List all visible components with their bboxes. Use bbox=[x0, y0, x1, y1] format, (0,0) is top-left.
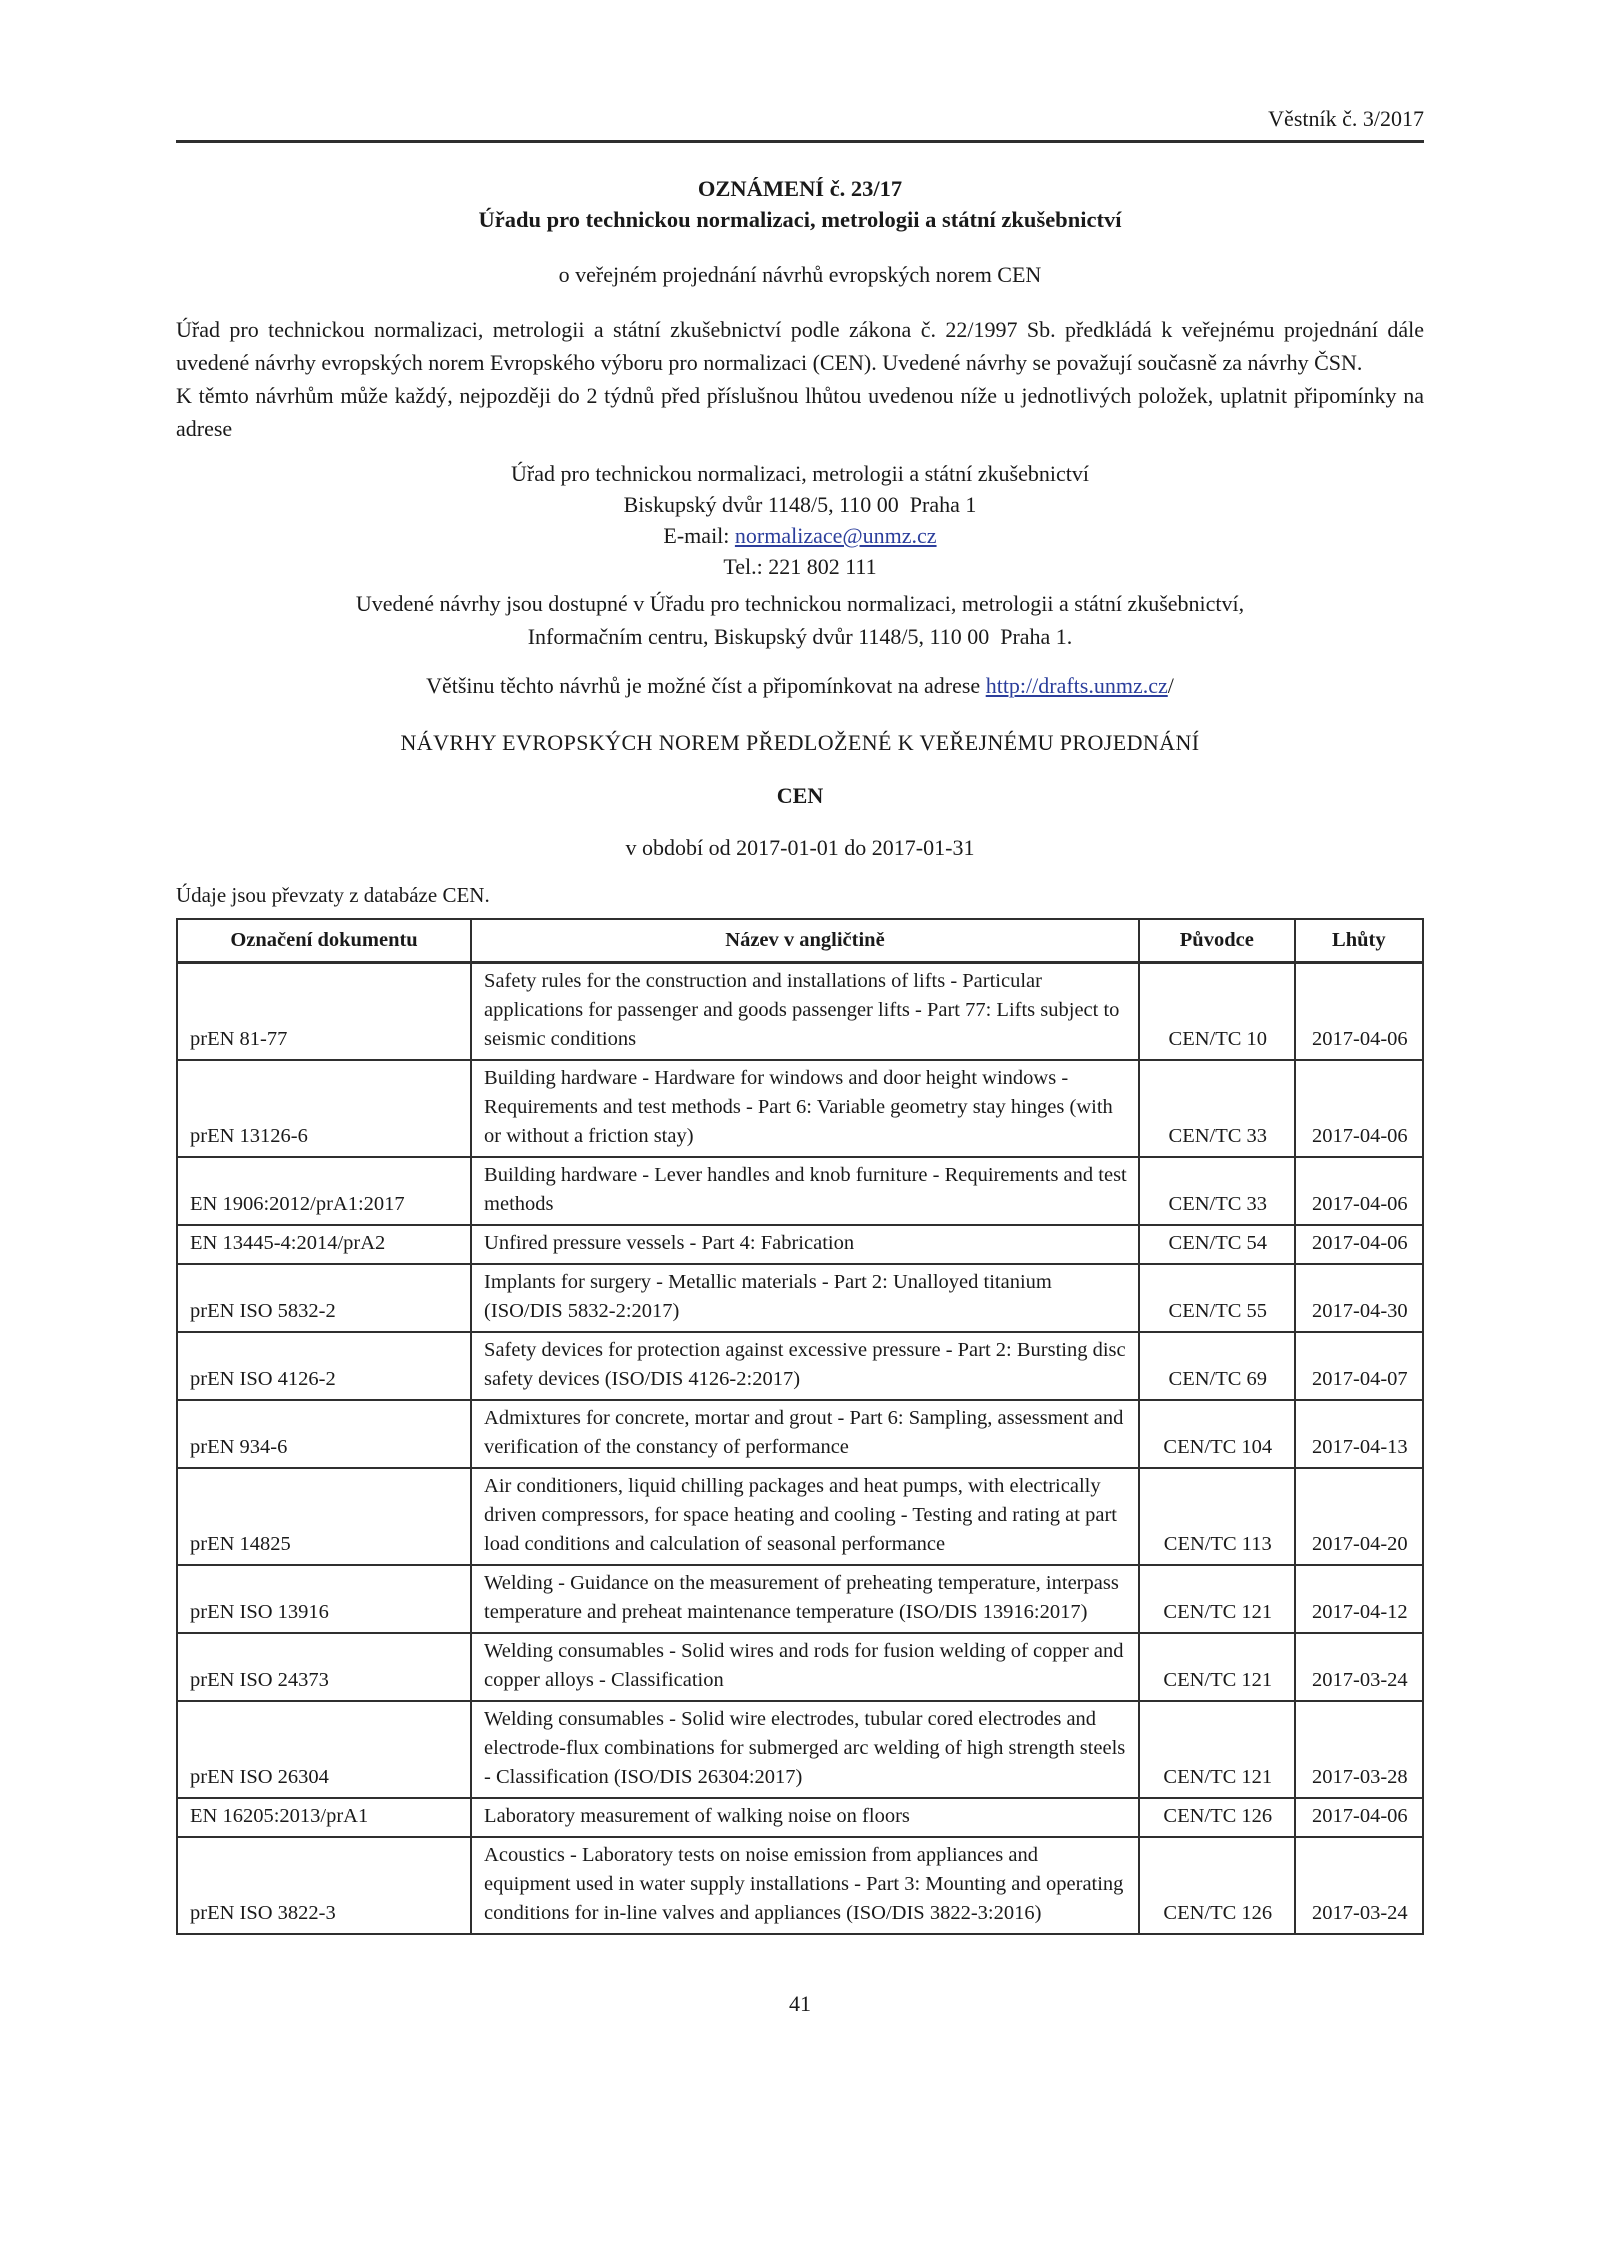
table-row bbox=[177, 1400, 1423, 1468]
notice-title bbox=[176, 173, 1424, 235]
origin-cell: CEN/TC 33 bbox=[1139, 1060, 1295, 1157]
title-cell: Air conditioners, liquid chilling packages and heat pumps, with electrically driven compressors, for space heating and cooling - Testing and rating at part load conditions and calculation of seasonal performance bbox=[471, 1468, 1139, 1565]
header-cell-document: Označení dokumentu bbox=[177, 919, 471, 963]
drafts-note-text: Většinu těchto návrhů je možné číst a připomínkovat na adrese bbox=[426, 673, 986, 698]
deadline-cell: 2017-03-24 bbox=[1295, 1837, 1423, 1934]
availability-line-1: Uvedené návrhy jsou dostupné v Úřadu pro technickou normalizaci, metrologii a státní zkušebnictví, bbox=[355, 591, 1245, 616]
header-rule bbox=[176, 140, 1424, 143]
email-link[interactable]: normalizace@unmz.cz bbox=[734, 523, 937, 548]
email-line bbox=[176, 520, 1424, 551]
title-cell: Welding consumables - Solid wires and rods for fusion welding of copper and copper alloys - Classification bbox=[471, 1633, 1139, 1701]
deadline-cell: 2017-04-06 bbox=[1295, 1157, 1423, 1225]
title-cell: Implants for surgery - Metallic materials - Part 2: Unalloyed titanium (ISO/DIS 5832-2:2017) bbox=[471, 1264, 1139, 1332]
title-cell: Admixtures for concrete, mortar and grout - Part 6: Sampling, assessment and verification of the constancy of performance bbox=[471, 1400, 1139, 1468]
doc-id-cell: prEN 81-77 bbox=[177, 963, 471, 1061]
journal-reference: Věstník č. 3/2017 bbox=[1268, 106, 1424, 131]
origin-cell: CEN/TC 55 bbox=[1139, 1264, 1295, 1332]
deadline-cell: 2017-04-06 bbox=[1295, 963, 1423, 1061]
notice-subject: o veřejném projednání návrhů evropských norem CEN bbox=[558, 262, 1042, 287]
header-row bbox=[177, 919, 1423, 963]
doc-id-cell: prEN ISO 26304 bbox=[177, 1701, 471, 1798]
notice-number: OZNÁMENÍ č. 23/17 bbox=[697, 176, 903, 201]
doc-id-cell: prEN ISO 13916 bbox=[177, 1565, 471, 1633]
origin-cell: CEN/TC 126 bbox=[1139, 1798, 1295, 1837]
office-address-line: Biskupský dvůr 1148/5, 110 00 Praha 1 bbox=[623, 492, 977, 517]
title-cell: Safety devices for protection against excessive pressure - Part 2: Bursting disc safety devices (ISO/DIS 4126-2:2017) bbox=[471, 1332, 1139, 1400]
title-cell: Building hardware - Lever handles and knob furniture - Requirements and test methods bbox=[471, 1157, 1139, 1225]
doc-id-cell: prEN 934-6 bbox=[177, 1400, 471, 1468]
header-cell-deadline: Lhůty bbox=[1295, 919, 1423, 963]
deadline-cell: 2017-04-20 bbox=[1295, 1468, 1423, 1565]
drafts-note-suffix: / bbox=[1167, 673, 1174, 698]
table-row bbox=[177, 1837, 1423, 1934]
page-number: 41 bbox=[789, 1991, 811, 2016]
doc-id-cell: prEN ISO 3822-3 bbox=[177, 1837, 471, 1934]
table-row bbox=[177, 1264, 1423, 1332]
paragraph-comments: K těmto návrhům může každý, nejpozději do 2 týdnů před příslušnou lhůtou uvedenou níže u jednotlivých položek, uplatnit připomínky na adrese bbox=[176, 383, 1424, 441]
title-cell: Laboratory measurement of walking noise on floors bbox=[471, 1798, 1139, 1837]
title-cell: Welding - Guidance on the measurement of preheating temperature, interpass temperature and preheat maintenance temperature (ISO/DIS 13916:2017) bbox=[471, 1565, 1139, 1633]
availability-note bbox=[176, 587, 1424, 653]
standards-table bbox=[176, 918, 1424, 1935]
office-name-line: Úřad pro technickou normalizaci, metrologii a státní zkušebnictví bbox=[511, 461, 1089, 486]
paragraph-legal: Úřad pro technickou normalizaci, metrologii a státní zkušebnictví podle zákona č. 22/1997 Sb. předkládá k veřejnému projednání dále uvedené návrhy evropských norem Evropského výboru pro normalizaci (CEN). Uvedené návrhy se považují současně za návrhy ČSN. bbox=[176, 317, 1424, 375]
table-row bbox=[177, 1225, 1423, 1264]
title-cell: Unfired pressure vessels - Part 4: Fabrication bbox=[471, 1225, 1139, 1264]
table-row bbox=[177, 1633, 1423, 1701]
doc-id-cell: EN 13445-4:2014/prA2 bbox=[177, 1225, 471, 1264]
standards-table-header bbox=[177, 919, 1423, 963]
origin-cell: CEN/TC 113 bbox=[1139, 1468, 1295, 1565]
deadline-cell: 2017-04-06 bbox=[1295, 1798, 1423, 1837]
table-row bbox=[177, 1468, 1423, 1565]
title-cell: Safety rules for the construction and installations of lifts - Particular applications for passenger and goods passenger lifts - Part 77: Lifts subject to seismic conditions bbox=[471, 963, 1139, 1061]
table-row bbox=[177, 1798, 1423, 1837]
origin-cell: CEN/TC 121 bbox=[1139, 1565, 1295, 1633]
phone-line: Tel.: 221 802 111 bbox=[723, 554, 877, 579]
deadline-cell: 2017-04-13 bbox=[1295, 1400, 1423, 1468]
origin-cell: CEN/TC 10 bbox=[1139, 963, 1295, 1061]
cen-heading: CEN bbox=[776, 783, 824, 808]
doc-id-cell: prEN ISO 5832-2 bbox=[177, 1264, 471, 1332]
deadline-cell: 2017-04-12 bbox=[1295, 1565, 1423, 1633]
availability-line-2: Informačním centru, Biskupský dvůr 1148/5, 110 00 Praha 1. bbox=[527, 624, 1073, 649]
table-row bbox=[177, 1332, 1423, 1400]
drafts-link[interactable]: http://drafts.unmz.cz bbox=[985, 673, 1168, 698]
doc-id-cell: prEN ISO 4126-2 bbox=[177, 1332, 471, 1400]
origin-cell: CEN/TC 69 bbox=[1139, 1332, 1295, 1400]
header-cell-origin: Původce bbox=[1139, 919, 1295, 963]
email-label: E-mail: bbox=[663, 523, 735, 548]
notice-authority: Úřadu pro technickou normalizaci, metrologii a státní zkušebnictví bbox=[478, 207, 1122, 232]
table-row bbox=[177, 1060, 1423, 1157]
table-row bbox=[177, 1565, 1423, 1633]
origin-cell: CEN/TC 33 bbox=[1139, 1157, 1295, 1225]
notice-body bbox=[176, 313, 1424, 445]
title-cell: Building hardware - Hardware for windows and door height windows - Requirements and test methods - Part 6: Variable geometry stay hinges (with or without a friction stay) bbox=[471, 1060, 1139, 1157]
origin-cell: CEN/TC 104 bbox=[1139, 1400, 1295, 1468]
table-row bbox=[177, 1701, 1423, 1798]
deadline-cell: 2017-04-06 bbox=[1295, 1060, 1423, 1157]
deadline-cell: 2017-03-24 bbox=[1295, 1633, 1423, 1701]
title-cell: Acoustics - Laboratory tests on noise emission from appliances and equipment used in water supply installations - Part 3: Mounting and operating conditions for in-line valves and appliances (ISO/DIS 3822-3:2016) bbox=[471, 1837, 1139, 1934]
table-row bbox=[177, 963, 1423, 1061]
header-cell-title: Název v angličtině bbox=[471, 919, 1139, 963]
drafts-note bbox=[176, 669, 1424, 702]
doc-id-cell: prEN 14825 bbox=[177, 1468, 471, 1565]
origin-cell: CEN/TC 121 bbox=[1139, 1701, 1295, 1798]
origin-cell: CEN/TC 121 bbox=[1139, 1633, 1295, 1701]
origin-cell: CEN/TC 54 bbox=[1139, 1225, 1295, 1264]
doc-id-cell: prEN 13126-6 bbox=[177, 1060, 471, 1157]
origin-cell: CEN/TC 126 bbox=[1139, 1837, 1295, 1934]
standards-table-body bbox=[177, 963, 1423, 1935]
doc-id-cell: EN 16205:2013/prA1 bbox=[177, 1798, 471, 1837]
address-block bbox=[176, 458, 1424, 582]
deadline-cell: 2017-04-30 bbox=[1295, 1264, 1423, 1332]
deadline-cell: 2017-04-06 bbox=[1295, 1225, 1423, 1264]
doc-id-cell: EN 1906:2012/prA1:2017 bbox=[177, 1157, 471, 1225]
period-line: v období od 2017-01-01 do 2017-01-31 bbox=[625, 835, 975, 860]
deadline-cell: 2017-04-07 bbox=[1295, 1332, 1423, 1400]
source-note: Údaje jsou převzaty z databáze CEN. bbox=[176, 883, 490, 907]
table-row bbox=[177, 1157, 1423, 1225]
title-cell: Welding consumables - Solid wire electrodes, tubular cored electrodes and electrode-flux combinations for submerged arc welding of high strength steels - Classification (ISO/DIS 26304:2017) bbox=[471, 1701, 1139, 1798]
proposals-heading: NÁVRHY EVROPSKÝCH NOREM PŘEDLOŽENÉ K VEŘEJNÉMU PROJEDNÁNÍ bbox=[400, 730, 1200, 755]
deadline-cell: 2017-03-28 bbox=[1295, 1701, 1423, 1798]
doc-id-cell: prEN ISO 24373 bbox=[177, 1633, 471, 1701]
